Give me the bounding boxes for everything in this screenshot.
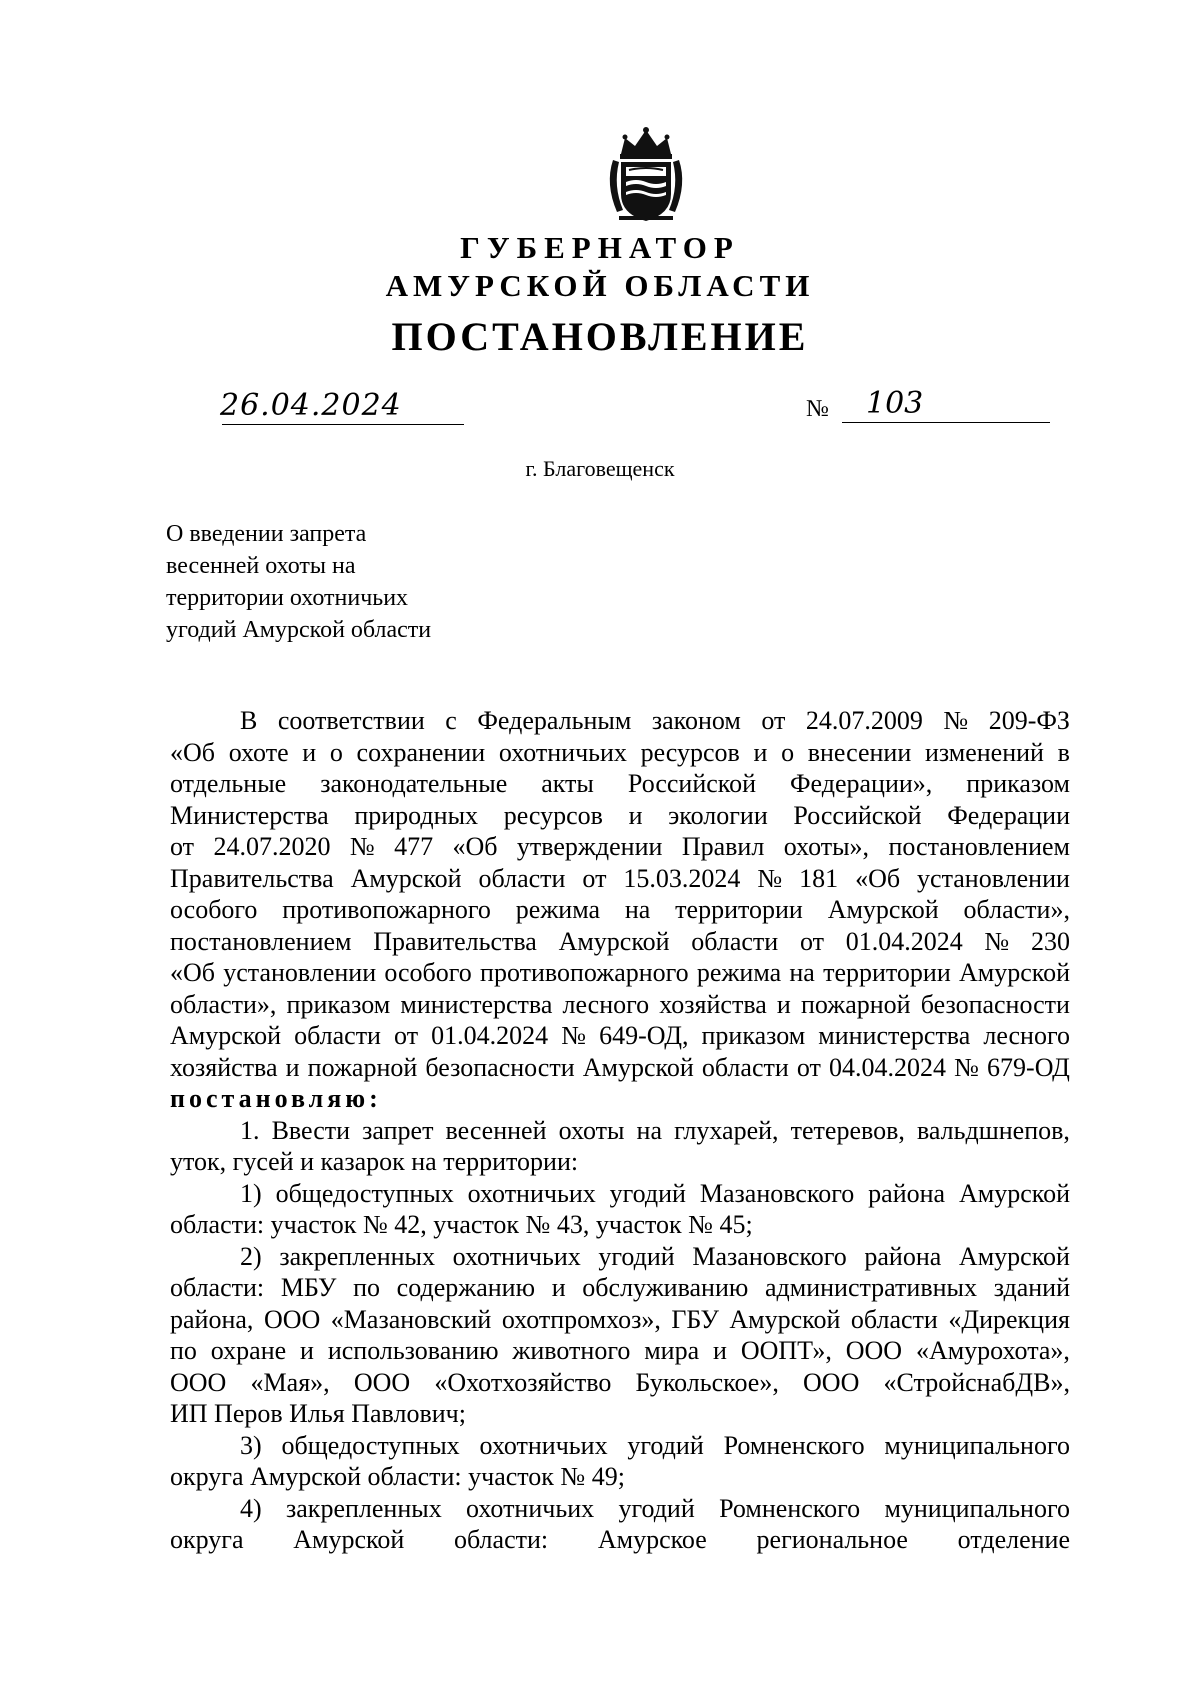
body-line <box>170 1335 1070 1367</box>
document-date: 26.04.2024 <box>220 388 402 423</box>
word: утверждении <box>516 832 663 861</box>
word: по <box>353 1273 380 1302</box>
word: 04.04.2024 <box>829 1052 947 1082</box>
word: использованию <box>327 1336 499 1365</box>
word: ГБУ <box>671 1304 719 1334</box>
word: ресурсов <box>503 800 603 830</box>
word: Федерации», <box>790 769 933 798</box>
word: административных <box>765 1273 977 1302</box>
word: особого <box>170 895 258 924</box>
word: Амурской <box>729 1304 841 1334</box>
word: постановлением <box>170 926 352 956</box>
word: мира <box>644 1336 700 1365</box>
word: 24.07.2020 <box>213 832 331 861</box>
body-line <box>170 1304 1070 1336</box>
word: особого <box>384 958 472 987</box>
word: от <box>799 926 824 956</box>
subject-line: весенней охоты на <box>166 553 356 579</box>
word: отделение <box>957 1525 1070 1554</box>
word: о <box>781 737 795 767</box>
word: хозяйства <box>170 1052 278 1082</box>
body-line <box>170 1430 1070 1462</box>
word: района <box>868 1178 946 1208</box>
word: охоты <box>558 1115 625 1145</box>
word: охотничьих <box>467 1178 596 1208</box>
word: Правительства <box>170 863 334 893</box>
word: области: <box>453 1525 549 1554</box>
word: территории <box>823 958 951 987</box>
word: Мазановского <box>699 1178 855 1208</box>
word: обслуживанию <box>582 1273 749 1302</box>
body-line <box>170 1178 1070 1210</box>
word: установлении <box>223 958 377 987</box>
body-line <box>170 1367 1070 1399</box>
word: 230 <box>1030 926 1070 956</box>
document-number: 103 <box>866 386 924 421</box>
word: МБУ <box>280 1273 337 1302</box>
word: № <box>349 832 375 861</box>
word: и <box>300 1336 314 1365</box>
word: «Об <box>452 832 498 861</box>
word: режима <box>696 958 782 987</box>
word: от <box>761 706 786 735</box>
word: 477 <box>394 832 434 861</box>
word: 3) <box>240 1430 262 1460</box>
word: ООО <box>845 1336 903 1365</box>
word: режима <box>515 895 601 924</box>
body-line <box>170 705 1070 737</box>
word: приказом <box>286 989 391 1019</box>
word: Федерации <box>947 800 1070 830</box>
word: охоте <box>228 737 289 767</box>
word: охотничьих <box>452 1241 581 1271</box>
word: ресурсов <box>640 737 740 767</box>
word: сохранении <box>356 737 486 767</box>
word: охоты», <box>783 832 870 861</box>
body-line <box>170 894 1070 926</box>
word: Российской <box>793 800 922 830</box>
body-line: округа Амурской области: участок № 49; <box>170 1462 625 1491</box>
body-line <box>170 1052 1070 1084</box>
word: внесении <box>807 737 912 767</box>
word: округа <box>170 1525 244 1554</box>
word: «СтройснабДВ», <box>883 1367 1070 1397</box>
word: «Охотхозяйство <box>434 1367 612 1397</box>
word: № <box>954 1052 979 1082</box>
word: содержанию <box>396 1273 535 1302</box>
word: Федеральным <box>477 706 632 735</box>
word: пожарной <box>800 989 911 1019</box>
body-line <box>170 1241 1070 1273</box>
number-label: № <box>806 396 829 422</box>
word: глухарей, <box>674 1115 779 1145</box>
word: региональное <box>756 1525 908 1554</box>
word: области <box>691 926 779 956</box>
word: Амурской <box>350 863 462 893</box>
word: № <box>561 1021 587 1050</box>
body-line <box>170 989 1070 1021</box>
word: на <box>789 958 815 987</box>
word: Министерства <box>170 800 329 830</box>
word: в <box>1057 737 1070 767</box>
word: охотничьих <box>466 1493 595 1523</box>
word: и <box>776 989 791 1019</box>
word: и <box>302 737 317 767</box>
word: 01.04.2024 <box>431 1021 549 1050</box>
word: ООО <box>803 1367 860 1397</box>
word: 2) <box>240 1241 262 1271</box>
word: экологии <box>668 800 768 830</box>
word: Правил <box>681 832 765 861</box>
word: 649-ОД, <box>599 1021 689 1050</box>
word: «Об <box>170 737 216 767</box>
word: с <box>445 706 457 735</box>
document-subject <box>166 518 431 646</box>
word: лесного <box>983 1021 1070 1050</box>
word: 01.04.2024 <box>845 926 963 956</box>
body-line: ИП Перов Илья Павлович; <box>170 1399 466 1428</box>
word: области <box>850 1304 938 1334</box>
word: приказом <box>701 1021 806 1050</box>
word: Амурское <box>597 1525 707 1554</box>
decree-word: постановляю: <box>170 1084 382 1113</box>
word: 679-ОД <box>987 1052 1070 1082</box>
body-line <box>170 926 1070 958</box>
word: от <box>394 1021 419 1050</box>
word: охотпромхоз», <box>501 1304 661 1334</box>
subject-line: угодий Амурской области <box>166 617 432 643</box>
word: охотничьих <box>479 1430 608 1460</box>
word: и <box>753 737 768 767</box>
word: и <box>713 1336 727 1365</box>
word: области <box>294 1021 381 1050</box>
subject-line: О введении запрета <box>166 521 367 547</box>
word: № <box>757 863 783 893</box>
word: и <box>551 1273 566 1302</box>
word: Ромненского <box>719 1493 861 1523</box>
body-line: области: участок № 42, участок № 43, участок № 45; <box>170 1210 753 1239</box>
word: ООПТ», <box>740 1336 832 1365</box>
word: «Об <box>170 958 216 987</box>
word: изменений <box>924 737 1044 767</box>
word: министерства <box>818 1021 971 1050</box>
word: территории <box>675 895 803 924</box>
word: тетеревов, <box>790 1115 905 1145</box>
word: области», <box>170 989 277 1019</box>
word: Ромненского <box>723 1430 865 1460</box>
word: 1. <box>240 1115 260 1145</box>
word: природных <box>354 800 479 830</box>
body-line <box>170 1493 1070 1525</box>
word: ООО <box>170 1367 227 1397</box>
body-line <box>170 768 1070 800</box>
word: и <box>628 800 643 830</box>
word: от <box>170 832 195 861</box>
word: Амурской <box>827 895 939 924</box>
word: муниципального <box>884 1493 1070 1523</box>
word: отдельные <box>170 769 287 798</box>
word: о <box>329 737 343 767</box>
word: «Дирекция <box>948 1304 1070 1334</box>
word: угодий <box>609 1178 686 1208</box>
word: Амурской <box>959 958 1070 987</box>
body-line <box>170 957 1070 989</box>
word: В <box>240 706 258 735</box>
body-line <box>170 863 1070 895</box>
body-line <box>170 1020 1070 1052</box>
word: ООО <box>263 1304 321 1334</box>
word: области <box>478 863 566 893</box>
word: угодий <box>627 1430 704 1460</box>
city: г. Благовещенск <box>525 456 675 481</box>
word: 181 <box>799 863 839 893</box>
word: охотничьих <box>498 737 627 767</box>
word: безопасности <box>920 989 1070 1019</box>
word: Амурской <box>293 1525 405 1554</box>
word: на <box>624 895 651 924</box>
subject-line: территории охотничьих <box>166 585 409 611</box>
word: охране <box>210 1336 287 1365</box>
word: Ввести <box>271 1115 351 1145</box>
word: от <box>582 863 607 893</box>
word: законодательные <box>320 769 508 798</box>
word: противопожарного <box>480 958 689 987</box>
word: приказом <box>966 769 1070 798</box>
word: ООО <box>353 1367 411 1397</box>
body-line: уток, гусей и казарок на территории: <box>170 1147 579 1176</box>
word: безопасности <box>425 1052 575 1082</box>
body-line <box>170 1524 1070 1556</box>
word: 4) <box>240 1493 262 1523</box>
coat-of-arms-icon <box>603 124 689 224</box>
word: по <box>170 1336 197 1365</box>
word: 209-ФЗ <box>988 706 1070 735</box>
word: лесного <box>562 989 650 1019</box>
word: запрет <box>362 1115 434 1145</box>
word: на <box>636 1115 662 1145</box>
issuer-title: ГУБЕРНАТОР <box>460 230 740 265</box>
word: закрепленных <box>286 1493 442 1523</box>
word: Амурской <box>958 1178 1070 1208</box>
word: акты <box>541 769 594 798</box>
word: животного <box>512 1336 631 1365</box>
word: № <box>984 926 1010 956</box>
word: № <box>943 706 969 735</box>
word: 1) <box>240 1178 262 1208</box>
word: закрепленных <box>279 1241 436 1271</box>
word: угодий <box>598 1241 675 1271</box>
word: общедоступных <box>275 1178 454 1208</box>
word: Амурской <box>170 1021 281 1050</box>
issuer-region: АМУРСКОЙ ОБЛАСТИ <box>385 268 815 303</box>
word: «Амурохота», <box>915 1336 1070 1365</box>
word: угодий <box>618 1493 695 1523</box>
word: соответствии <box>277 706 425 735</box>
body-line <box>170 800 1070 832</box>
word: района <box>864 1241 942 1271</box>
word: области: <box>170 1273 265 1302</box>
word: «Мая», <box>250 1367 330 1397</box>
word: 15.03.2024 <box>623 863 741 893</box>
document-type: ПОСТАНОВЛЕНИЕ <box>391 314 809 359</box>
body-line <box>170 1115 1070 1147</box>
word: общедоступных <box>281 1430 460 1460</box>
word: 24.07.2009 <box>805 706 923 735</box>
word: Амурской <box>958 1241 1070 1271</box>
word: Амурской <box>558 926 670 956</box>
word: противопожарного <box>282 895 491 924</box>
word: от <box>796 1052 821 1082</box>
body-line <box>170 737 1070 769</box>
word: законом <box>651 706 741 735</box>
word: Правительства <box>373 926 537 956</box>
word: хозяйства <box>659 989 767 1019</box>
word: «Об <box>855 863 901 893</box>
word: и <box>285 1052 300 1082</box>
body-line <box>170 1272 1070 1304</box>
word: муниципального <box>884 1430 1070 1460</box>
word: района, <box>170 1304 254 1334</box>
word: весенней <box>445 1115 547 1145</box>
word: области», <box>963 895 1070 924</box>
word: пожарной <box>307 1052 418 1082</box>
word: постановлением <box>888 832 1070 861</box>
body-line <box>170 831 1070 863</box>
word: «Мазановский <box>330 1304 492 1334</box>
word: Российской <box>627 769 757 798</box>
word: министерства <box>400 989 553 1019</box>
word: зданий <box>993 1273 1070 1302</box>
word: Букольское», <box>635 1367 779 1397</box>
word: области <box>701 1052 789 1082</box>
word: Мазановского <box>692 1241 847 1271</box>
document-body <box>170 705 1070 1556</box>
word: вальдшнепов, <box>916 1115 1070 1145</box>
word: установлении <box>917 863 1070 893</box>
word: Амурской <box>582 1052 694 1082</box>
